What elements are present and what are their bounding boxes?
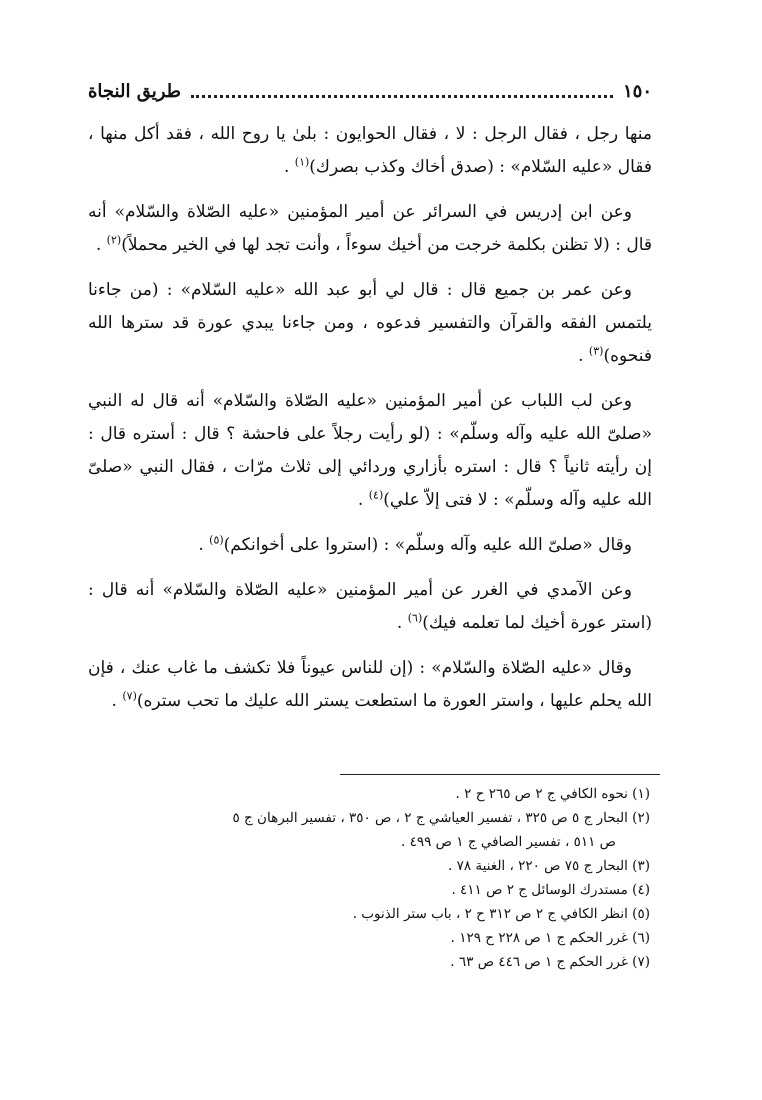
footnote-ref: (١)	[294, 155, 310, 169]
book-title: طريق النجاة	[88, 80, 181, 102]
header-dot-leader	[191, 85, 613, 98]
footnote: (٦) غرر الحكم ج ١ ص ٢٢٨ ح ١٢٩ .	[450, 930, 650, 946]
paragraph: منها رجل ، فقال الرجل : لا ، فقال الحوايون : بلىٰ يا روح الله ، فقد أكل منها ، فقال «عليه السّلام» : (صدق أخاك وكذب بصرك)$^{(١)}$ .	[88, 124, 652, 177]
footnote: (٥) انظر الكافي ج ٢ ص ٣١٢ ح ٢ ، باب ستر الذنوب .	[352, 906, 650, 922]
paragraph: وعن لب اللباب عن أمير المؤمنين «عليه الصّلاة والسّلام» أنه قال له النبي «صلىّ الله عليه وآله وسلّم» : (لو رأيت رجلاً على فاحشة ؟ قال : أستره قال : إن رأيته ثانياً ؟ قال : استره بأزاري وردائي إلى ثلاث مرّات ، فقال النبي «صلىّ الله عليه وآله وسلّم» : لا فتى إلاّ علي)$^{(٤)}$ .	[88, 391, 652, 510]
footnote-ref: (٣)	[588, 344, 604, 358]
footnote-ref: (٦)	[407, 611, 423, 625]
footnote: (٤) مستدرك الوسائل ج ٢ ص ٤١١ .	[451, 882, 650, 898]
paragraph: وقال «صلىّ الله عليه وآله وسلّم» : (استروا على أخوانكم)$^{(٥)}$ .	[198, 533, 632, 555]
paragraph: وعن عمر بن جميع قال : قال لي أبو عبد الله «عليه السّلام» : (من جاءنا يلتمس الفقه والقرآن والتفسير فدعوه ، ومن جاءنا يبدي عورة قد سترها الله فنحوه)$^{(٣)}$ .	[88, 280, 652, 366]
footnote-ref: (٥)	[209, 533, 224, 547]
footnotes	[96, 782, 650, 974]
page-number: ١٥٠	[622, 80, 652, 102]
footnote-continuation: ص ٥١١ ، تفسير الصافي ج ١ ص ٤٩٩ .	[401, 834, 616, 850]
page-header	[88, 76, 652, 106]
paragraph: وقال «عليه الصّلاة والسّلام» : (إن للناس عيوناً فلا تكشف ما غاب عنك ، فإن الله يحلم عليها ، واستر العورة ما استطعت يستر الله عليك ما تحب ستره)$^{(٧)}$ .	[88, 658, 652, 711]
footnote-ref: (٧)	[122, 689, 137, 703]
footnote-ref: (٤)	[368, 488, 384, 502]
footnote-ref: (٢)	[106, 233, 122, 247]
footnote-separator	[340, 774, 660, 775]
footnote: (٢) البحار ج ٥ ص ٣٢٥ ، تفسير العياشي ج ٢ ، ص ٣٥٠ ، تفسير البرهان ج ٥	[232, 810, 650, 826]
main-text	[88, 118, 652, 730]
paragraph: وعن الآمدي في الغرر عن أمير المؤمنين «عليه الصّلاة والسّلام» أنه قال : (استر عورة أخيك لما تعلمه فيك)$^{(٦)}$ .	[88, 580, 652, 633]
footnote: (٣) البحار ج ٧٥ ص ٢٢٠ ، الغنية ٧٨ .	[448, 858, 650, 874]
paragraph: وعن ابن إدريس في السرائر عن أمير المؤمنين «عليه الصّلاة والسّلام» أنه قال : (لا تظنن بكلمة خرجت من أخيك سوءاً ، وأنت تجد لها في الخير محملاً)$^{(٢)}$ .	[88, 202, 652, 255]
footnote: (٧) غرر الحكم ج ١ ص ٤٤٦ ص ٦٣ .	[450, 954, 650, 970]
footnote: (١) نحوه الكافي ج ٢ ص ٢٦٥ ح ٢ .	[455, 786, 650, 802]
